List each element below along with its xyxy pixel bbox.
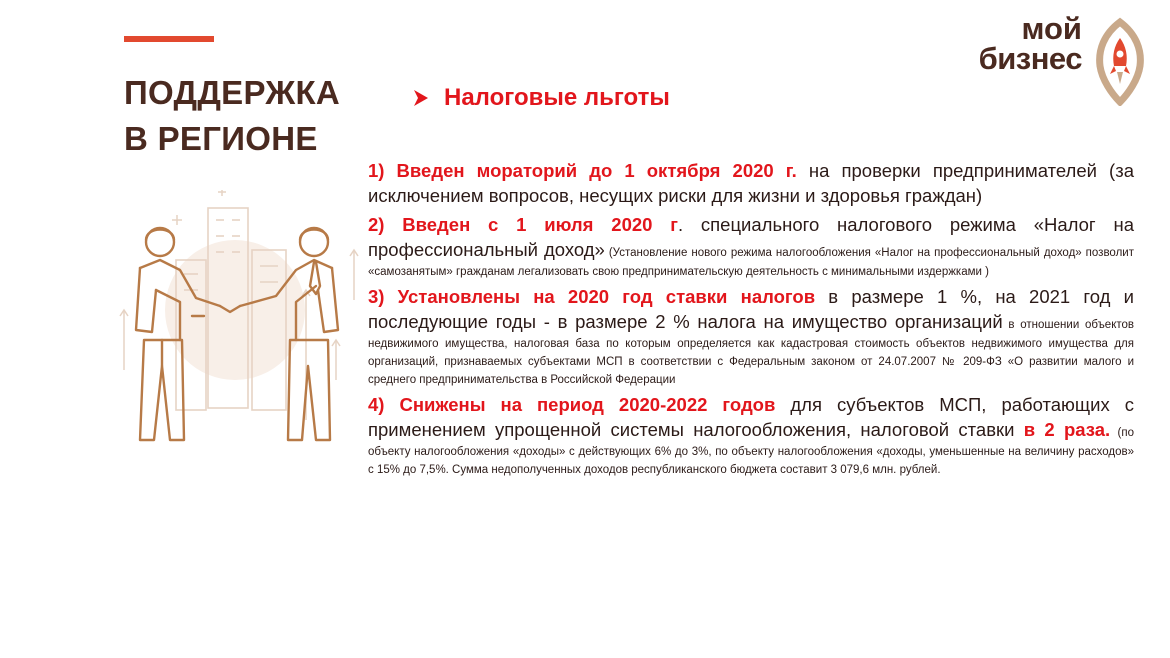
list-item [368, 212, 1134, 280]
item-note: (по объекту налогообложения «доходы» с действующих 6% до 3%, по объекту налогообложения «доходы, уменьшенные на величину расходов» с 15% до 7,5%. Сумма недополученных доходов республиканского бюджета составит 3 079,6 млн. рублей. [368, 427, 1135, 476]
list-item [368, 392, 1134, 478]
slide-title-line2: В РЕГИОНЕ [124, 120, 318, 157]
slide-title [124, 70, 340, 162]
title-accent-bar [124, 36, 214, 42]
item-highlight: 3) Установлены на 2020 год ставки налогов [368, 286, 816, 307]
item-highlight: 4) Снижены на период 2020-2022 годов [368, 394, 776, 415]
business-handshake-illustration [110, 190, 360, 450]
rocket-pin-icon [1090, 16, 1150, 106]
slide-title-line1: ПОДДЕРЖКА [124, 74, 341, 111]
logo-line2: бизнес [978, 41, 1082, 76]
item-highlight-2: в 2 раза. [1023, 419, 1111, 440]
item-highlight: 1) Введен мораторий до 1 октября 2020 г. [368, 160, 797, 181]
item-text: в размере 1 %, на 2021 год и последующие годы - в размере 2 % налога на имущество организаций [368, 286, 1134, 332]
logo-text [978, 11, 1082, 76]
list-item [368, 284, 1134, 388]
item-note: (Установление нового режима налогообложения «Налог на профессиональный доход» позволит «самозанятым» гражданам легализовать свою предпринимательскую деятельность с минимальными издержками ) [368, 247, 1134, 278]
list-item [368, 158, 1134, 208]
moy-biznes-logo [940, 11, 1150, 104]
arrow-right-icon [412, 88, 430, 108]
item-highlight: 2) Введен с 1 июля 2020 г [368, 214, 678, 235]
section-heading-text: Налоговые льготы [444, 84, 670, 111]
item-text: на проверки предпринимателей (за исключением вопросов, несущих риски для жизни и здоровья граждан) [368, 160, 1134, 206]
item-note: в отношении объектов недвижимого имущества, налоговая база по которым определяется как кадастровая стоимость объектов недвижимого имущества для организаций, признаваемых субъектами МСП в соответствии с Федеральным законом от 24.07.2007 № 209-ФЗ «О развитии малого и среднего предпринимательства в Российской Федерации [368, 319, 1134, 386]
item-text: для субъектов МСП, работающих с применением упрощенной системы налогообложения, налоговой ставки [368, 394, 1134, 440]
section-heading [412, 84, 670, 112]
item-text: . специального налогового режима «Налог на профессиональный доход» [368, 214, 1134, 260]
logo-line1: мой [1021, 11, 1082, 46]
tax-benefits-list [368, 158, 1134, 482]
